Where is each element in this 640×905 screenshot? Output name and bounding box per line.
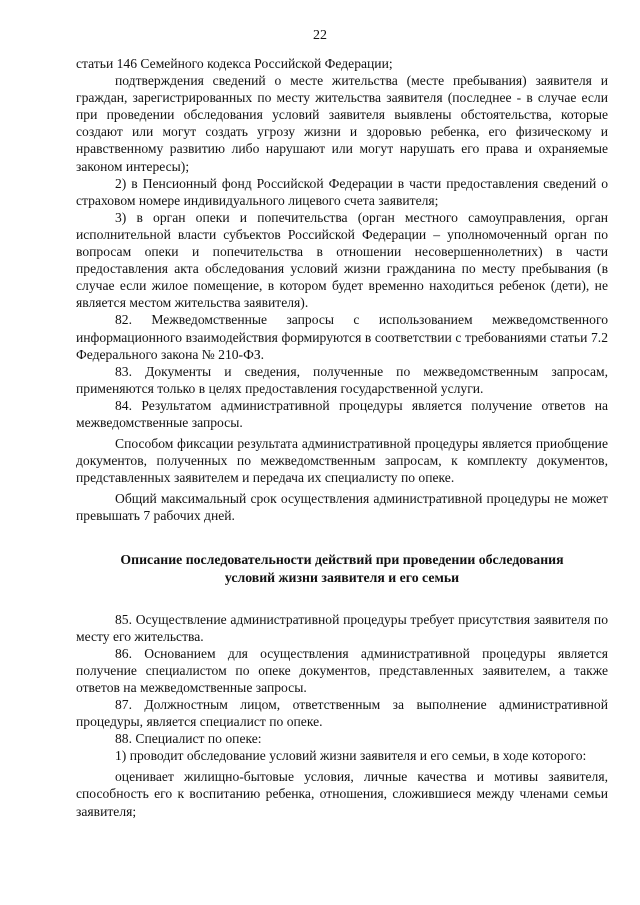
section-heading: Описание последовательности действий при проведении обследования условий жизни заявителя и его семьи [120,551,564,585]
paragraph: 3) в орган опеки и попечительства (орган местного самоуправления, орган исполнительной власти субъектов Российской Федерации – уполномоченный орган по вопросам опеки и попечительства в отношении несовершеннолетних) в части предоставления акта обследования условий жизни гражданина по месту пребывания (в случае если жилое помещение, в котором будет временно находиться ребенок (дети), не является местом жительства заявителя). [76,209,608,311]
paragraph: подтверждения сведений о месте жительства (месте пребывания) заявителя и граждан, зарегистрированных по месту жительства заявителя (последнее - в случае если при проведении обследования условий заявителя выявлены обстоятельства, которые создают или могут создать угрозу жизни и здоровью ребенка, его физическому и нравственному развитию либо нарушают или могут нарушать его права и охраняемые законом интересы); [76,73,608,174]
paragraph: 87. Должностным лицом, ответственным за выполнение административной процедуры, является специалист по опеке. [76,697,608,730]
paragraph: Способом фиксации результата административной процедуры является приобщение документов, полученных по межведомственным запросам, к комплекту документов, представленных заявителем и передача их специалисту по опеке. [76,436,608,486]
paragraph: Общий максимальный срок осуществления административной процедуры не может превышать 7 рабочих дней. [76,491,608,524]
paragraph: 2) в Пенсионный фонд Российской Федерации в части предоставления сведений о страховом номере индивидуального лицевого счета заявителя; [76,175,608,208]
paragraph: статьи 146 Семейного кодекса Российской Федерации; [76,56,393,71]
paragraph: 86. Основанием для осуществления административной процедуры является получение специалистом по опеке документов, представленных заявителем, а также ответов на межведомственные запросы. [76,645,608,695]
page-number: 22 [313,28,327,43]
document-body [76,55,608,820]
paragraph: 88. Специалист по опеке: [115,731,262,747]
paragraph: 84. Результатом административной процедуры является получение ответов на межведомственные запросы. [76,397,608,430]
paragraph: 83. Документы и сведения, полученные по межведомственным запросам, применяются только в целях предоставления государственной услуги. [76,363,608,396]
paragraph: 85. Осуществление административной процедуры требует присутствия заявителя по месту его жительства. [76,611,608,644]
paragraph: 82. Межведомственные запросы с использованием межведомственного информационного взаимодействия формируются в соответствии с требованиями статьи 7.2 Федерального закона № 210-ФЗ. [76,312,608,362]
paragraph: оценивает жилищно-бытовые условия, личные качества и мотивы заявителя, способность его к воспитанию ребенка, отношения, сложившиеся между членами семьи заявителя; [76,769,608,819]
paragraph: 1) проводит обследование условий жизни заявителя и его семьи, в ходе которого: [115,748,587,764]
